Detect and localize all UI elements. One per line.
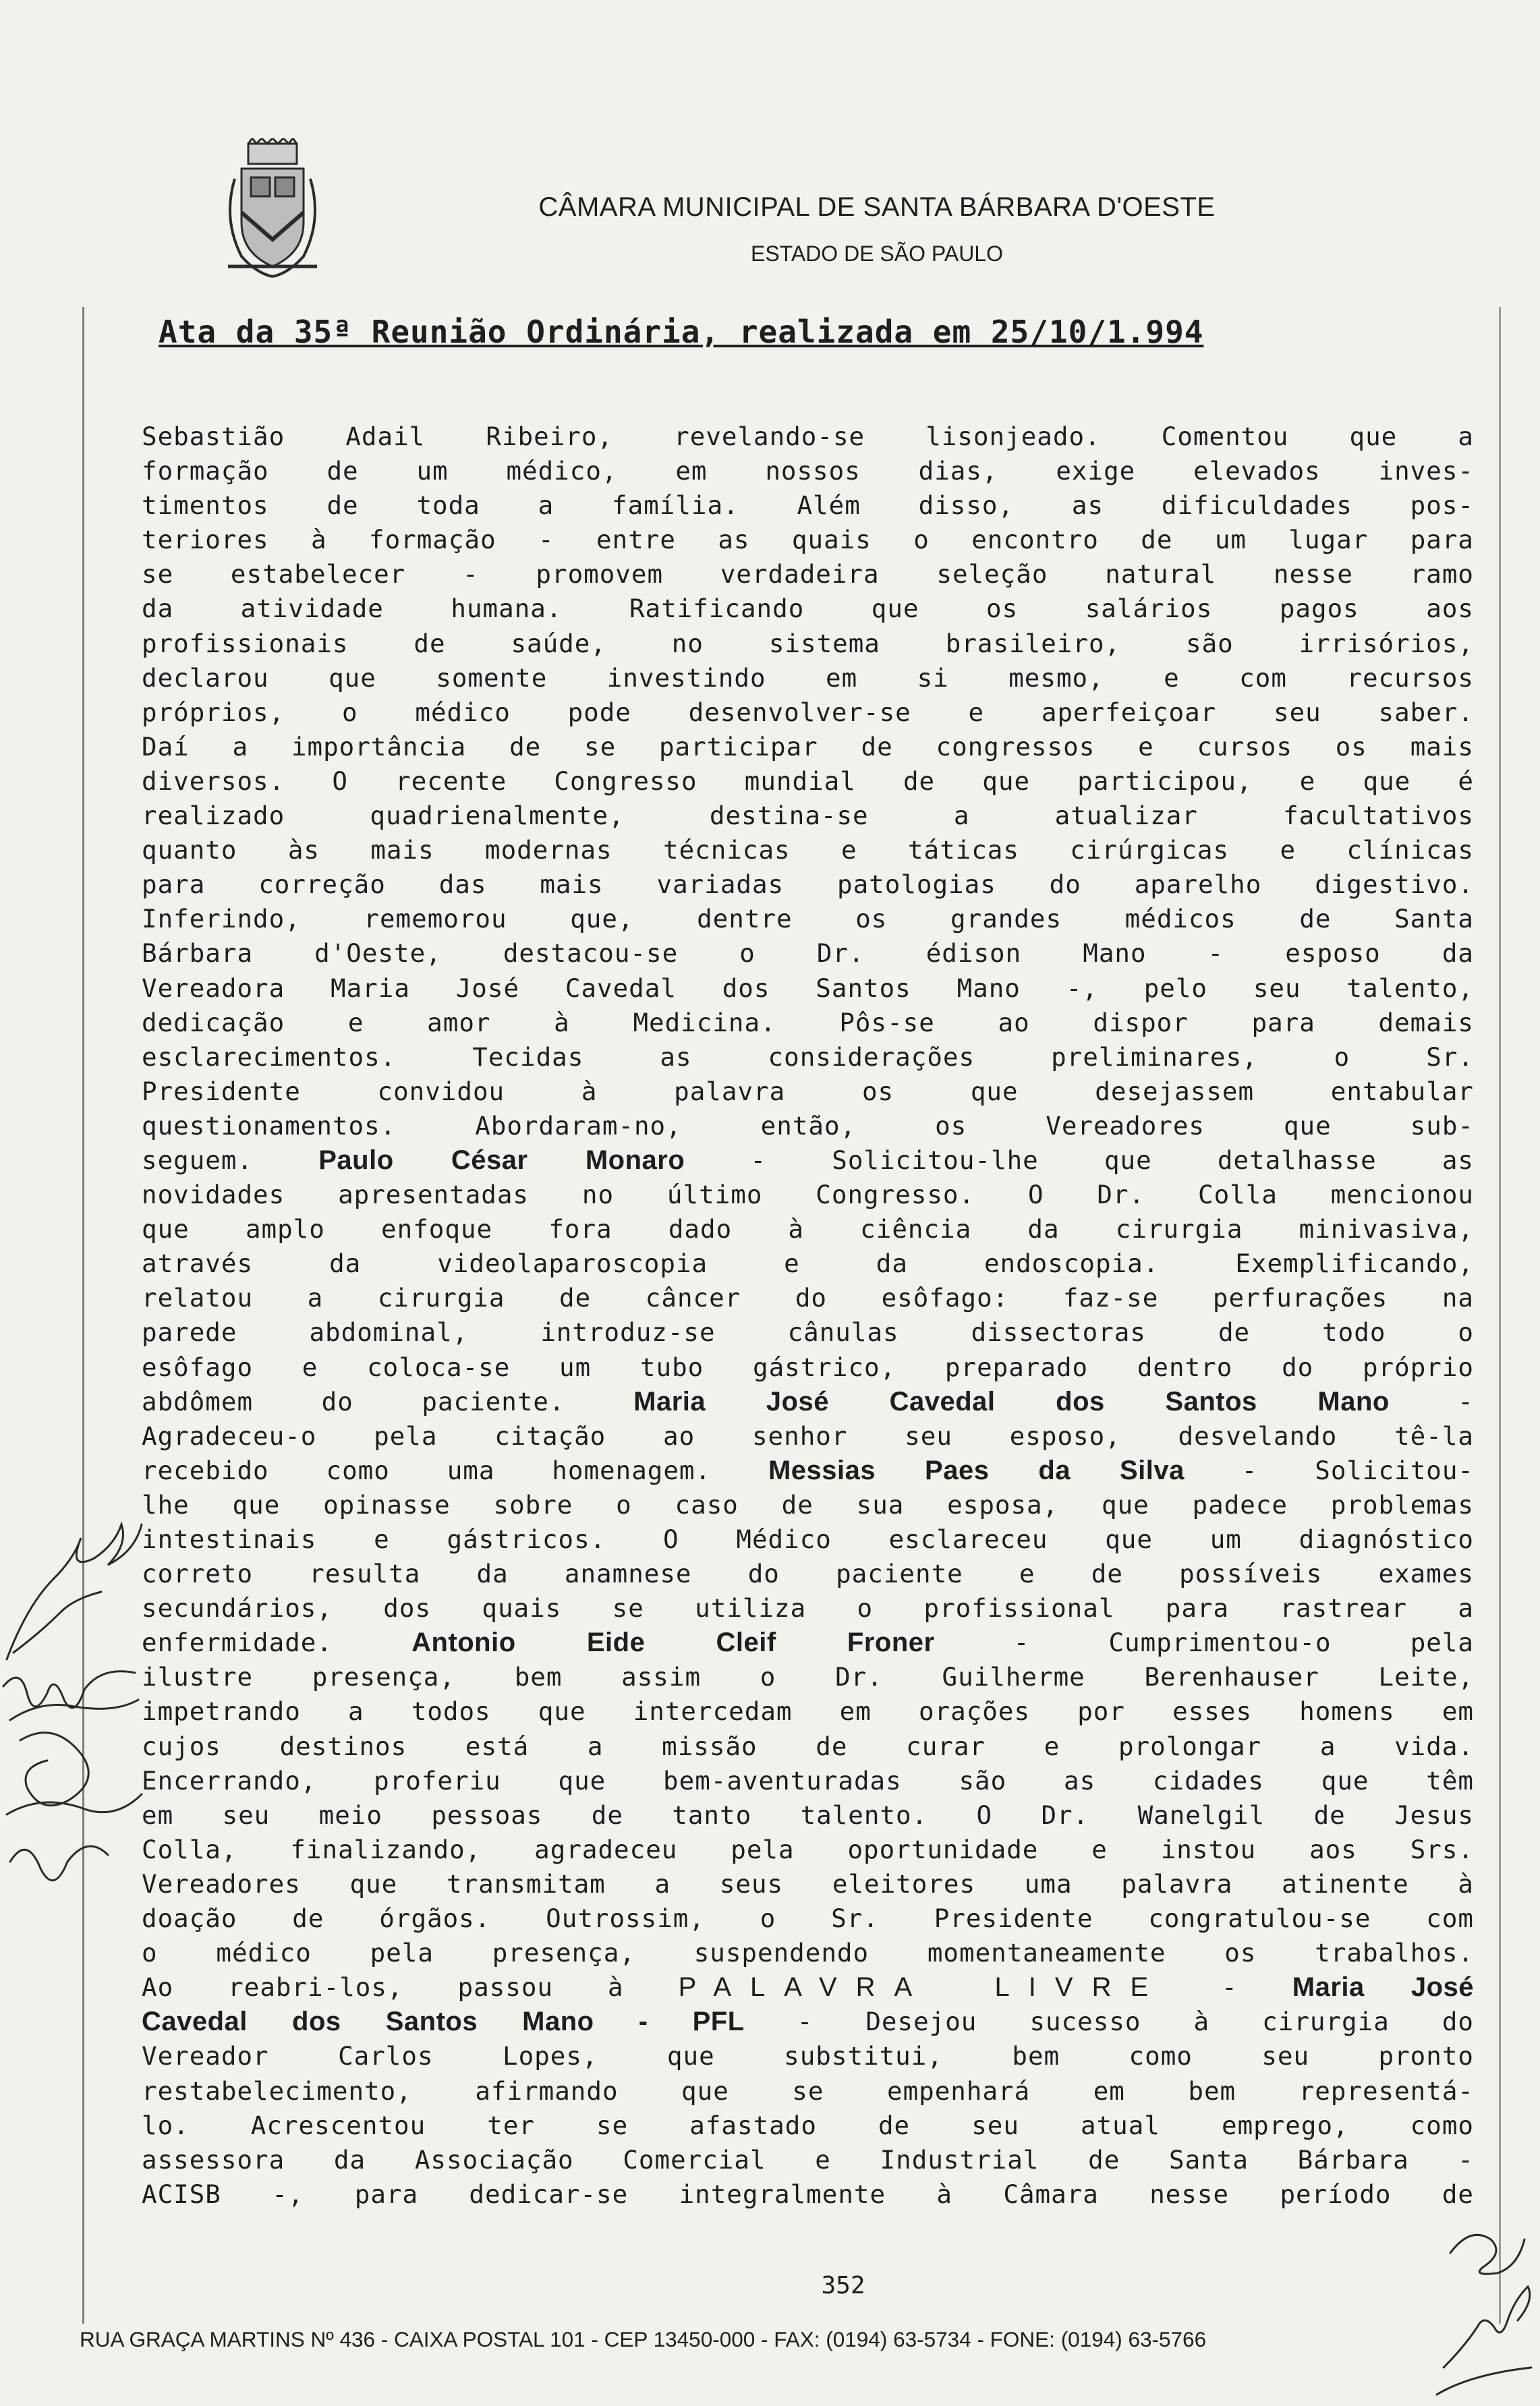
text-line: [142, 454, 1474, 488]
margin-signatures: [0, 1497, 155, 1916]
text-line: [142, 1281, 1474, 1315]
text-segment: enfermidade.: [142, 1628, 412, 1658]
text-segment: restabelecimento, afirmando que se empenhará em bem representá-: [142, 2075, 1474, 2106]
text-segment: timentos de toda a família. Além disso, as dificuldades pos-: [142, 490, 1474, 521]
text-segment: Vereadores que transmitam a seus eleitores uma palavra atinente à: [142, 1868, 1474, 1899]
text-line: [142, 1247, 1474, 1281]
text-line: [142, 2109, 1474, 2143]
text-line: [142, 1557, 1474, 1591]
text-line: [142, 1764, 1474, 1798]
text-line: [142, 867, 1474, 902]
text-segment: para correção das mais variadas patologias do aparelho digestivo.: [142, 869, 1474, 900]
text-segment: Agradeceu-o pela citação ao senhor seu esposo, desvelando tê-la: [142, 1421, 1474, 1451]
text-line: [142, 1833, 1474, 1867]
text-segment: - Solicitou-: [1184, 1455, 1474, 1485]
text-line: [142, 627, 1474, 661]
text-segment: através da videolaparoscopia e da endoscopia. Exemplificando,: [142, 1249, 1474, 1279]
text-line: [142, 1867, 1474, 1901]
text-line: [142, 799, 1474, 833]
speaker-name: Antonio Eide Cleif Froner: [411, 1628, 935, 1658]
text-segment: abdômem do paciente.: [142, 1386, 634, 1416]
text-segment: Ao reabri-los, passou à: [142, 1972, 679, 2003]
text-line: [142, 1626, 1474, 1660]
text-line: [142, 1006, 1474, 1040]
text-segment: realizado quadrienalmente, destina-se a atualizar facultativos: [142, 801, 1474, 831]
text-segment: Encerrando, proferiu que bem-aventuradas são as cidades que têm: [142, 1765, 1474, 1796]
text-segment: esclarecimentos. Tecidas as considerações preliminares, o Sr.: [142, 1041, 1474, 1072]
text-segment: Vereador Carlos Lopes, que substitui, bem como seu pronto: [142, 2041, 1474, 2071]
text-segment: seguem.: [142, 1145, 319, 1175]
speaker-name: Paulo César Monaro: [318, 1145, 685, 1175]
text-line: [142, 764, 1474, 799]
text-segment: teriores à formação - entre as quais o encontro de um lugar para: [142, 525, 1474, 555]
text-line: [142, 661, 1474, 695]
text-segment: ilustre presença, bem assim o Dr. Guilherme Berenhauser Leite,: [142, 1662, 1474, 1692]
text-segment: que amplo enfoque fora dado à ciência da cirurgia minivasiva,: [142, 1214, 1474, 1244]
right-margin-rule: [1499, 307, 1501, 2324]
text-segment: Bárbara d'Oeste, destacou-se o Dr. édison Mano - esposo da: [142, 938, 1474, 969]
text-line: [142, 523, 1474, 557]
text-segment: Presidente convidou à palavra os que desejassem entabular: [142, 1076, 1474, 1106]
text-line: [142, 1350, 1474, 1385]
speaker-name: Maria José: [1292, 1972, 1474, 2003]
text-segment: lhe que opinasse sobre o caso de sua esposa, que padece problemas: [142, 1489, 1474, 1520]
text-line: [142, 1522, 1474, 1557]
text-line: [142, 592, 1474, 626]
institution-state: ESTADO DE SÃO PAULO: [750, 241, 1003, 266]
text-line: [142, 1040, 1474, 1075]
text-line: [142, 1936, 1474, 1970]
text-line: [142, 1798, 1474, 1833]
text-segment: formação de um médico, em nossos dias, exige elevados inves-: [142, 456, 1474, 486]
text-segment: em seu meio pessoas de tanto talento. O Dr. Wanelgil de Jesus: [142, 1800, 1474, 1830]
text-segment: assessora da Associação Comercial e Industrial de Santa Bárbara -: [142, 2144, 1474, 2175]
text-segment: quanto às mais modernas técnicas e táticas cirúrgicas e clínicas: [142, 835, 1474, 865]
left-margin-rule: [82, 307, 84, 2324]
text-line: [142, 1178, 1474, 1212]
text-line: [142, 1385, 1474, 1419]
text-line: [142, 2039, 1474, 2073]
text-line: [142, 1454, 1474, 1488]
text-segment: intestinais e gástricos. O Médico esclareceu que um diagnóstico: [142, 1524, 1474, 1554]
text-segment: dedicação e amor à Medicina. Pôs-se ao dispor para demais: [142, 1007, 1474, 1037]
text-segment: questionamentos. Abordaram-no, então, os Vereadores que sub-: [142, 1110, 1474, 1141]
text-segment: esôfago e coloca-se um tubo gástrico, preparado dentro do próprio: [142, 1352, 1474, 1382]
text-segment: novidades apresentadas no último Congresso. O Dr. Colla mencionou: [142, 1180, 1474, 1210]
speaker-name: Messias Paes da Silva: [768, 1455, 1185, 1485]
corner-initials: [1430, 2212, 1540, 2406]
minutes-body: [142, 420, 1474, 2212]
text-segment: Vereadora Maria José Cavedal dos Santos Mano -, pelo seu talento,: [142, 973, 1474, 1003]
text-segment: secundários, dos quais se utiliza o profissional para rastrear a: [142, 1593, 1474, 1624]
text-line: [142, 420, 1474, 454]
text-line: [142, 833, 1474, 867]
text-line: [142, 557, 1474, 592]
text-line: [142, 902, 1474, 936]
text-segment: da atividade humana. Ratificando que os salários pagos aos: [142, 594, 1474, 624]
text-line: [142, 1315, 1474, 1350]
text-segment: -: [1167, 1972, 1292, 2003]
institution-title: CÂMARA MUNICIPAL DE SANTA BÁRBARA D'OESTE: [538, 192, 1216, 222]
text-segment: - Desejou sucesso à cirurgia do: [744, 2007, 1474, 2037]
text-line: [142, 971, 1474, 1006]
text-segment: recebido como uma homenagem.: [142, 1455, 768, 1485]
text-line: [142, 1694, 1474, 1729]
text-segment: ACISB -, para dedicar-se integralmente à Câmara nesse período de: [142, 2179, 1474, 2209]
text-segment: Inferindo, rememorou que, dentre os grandes médicos de Santa: [142, 904, 1474, 934]
text-segment: correto resulta da anamnese do paciente e de possíveis exames: [142, 1559, 1474, 1589]
text-segment: impetrando a todos que intercedam em orações por esses homens em: [142, 1696, 1474, 1727]
text-line: [142, 2143, 1474, 2177]
text-segment: declarou que somente investindo em si mesmo, e com recursos: [142, 662, 1474, 693]
coat-of-arms-emblem: [221, 138, 324, 280]
text-segment: relatou a cirurgia de câncer do esôfago: faz-se perfurações na: [142, 1283, 1474, 1313]
text-segment: profissionais de saúde, no sistema brasileiro, são irrisórios,: [142, 628, 1474, 658]
text-segment: -: [1389, 1386, 1474, 1416]
text-line: [142, 2074, 1474, 2109]
text-segment: doação de órgãos. Outrossim, o Sr. Presidente congratulou-se com: [142, 1903, 1474, 1934]
text-line: [142, 695, 1474, 730]
text-segment: próprios, o médico pode desenvolver-se e aperfeiçoar seu saber.: [142, 697, 1474, 727]
text-line: [142, 1591, 1474, 1626]
page-number: 352: [821, 2272, 865, 2299]
text-line: [142, 1075, 1474, 1109]
text-line: [142, 1109, 1474, 1143]
text-line: [142, 1660, 1474, 1694]
text-line: [142, 488, 1474, 523]
text-line: [142, 1901, 1474, 1936]
text-line: [142, 2177, 1474, 2212]
text-line: [142, 1419, 1474, 1454]
text-segment: Colla, finalizando, agradeceu pela oportunidade e instou aos Srs.: [142, 1834, 1474, 1864]
text-line: [142, 730, 1474, 764]
text-segment: parede abdominal, introduz-se cânulas dissectoras de todo o: [142, 1317, 1474, 1348]
text-line: [142, 936, 1474, 971]
footer-address: RUA GRAÇA MARTINS Nº 436 - CAIXA POSTAL 101 - CEP 13450-000 - FAX: (0194) 63-5734 - FONE: (0194) 63-5766: [80, 2327, 1207, 2351]
text-segment: se estabelecer - promovem verdadeira seleção natural nesse ramo: [142, 559, 1474, 590]
text-segment: - Cumprimentou-o pela: [934, 1628, 1474, 1658]
text-segment: - Solicitou-lhe que detalhasse as: [685, 1145, 1474, 1175]
speaker-name: Cavedal dos Santos Mano - PFL: [142, 2007, 745, 2037]
text-segment: cujos destinos está a missão de curar e prolongar a vida.: [142, 1731, 1474, 1761]
text-line: [142, 2005, 1474, 2039]
text-segment: Sebastião Adail Ribeiro, revelando-se lisonjeado. Comentou que a: [142, 422, 1474, 451]
text-segment: diversos. O recente Congresso mundial de que participou, e que é: [142, 766, 1474, 796]
text-line: [142, 1143, 1474, 1178]
text-line: [142, 1970, 1474, 2005]
section-heading: PALAVRA LIVRE: [678, 1972, 1168, 2003]
text-line: [142, 1212, 1474, 1247]
text-segment: o médico pela presença, suspendendo momentaneamente os trabalhos.: [142, 1938, 1474, 1968]
text-line: [142, 1488, 1474, 1522]
text-segment: lo. Acrescentou ter se afastado de seu atual emprego, como: [142, 2110, 1474, 2140]
text-segment: Daí a importância de se participar de congressos e cursos os mais: [142, 731, 1474, 762]
minutes-title: Ata da 35ª Reunião Ordinária, realizada em 25/10/1.994: [159, 314, 1204, 350]
speaker-name: Maria José Cavedal dos Santos Mano: [633, 1386, 1390, 1416]
text-line: [142, 1729, 1474, 1764]
